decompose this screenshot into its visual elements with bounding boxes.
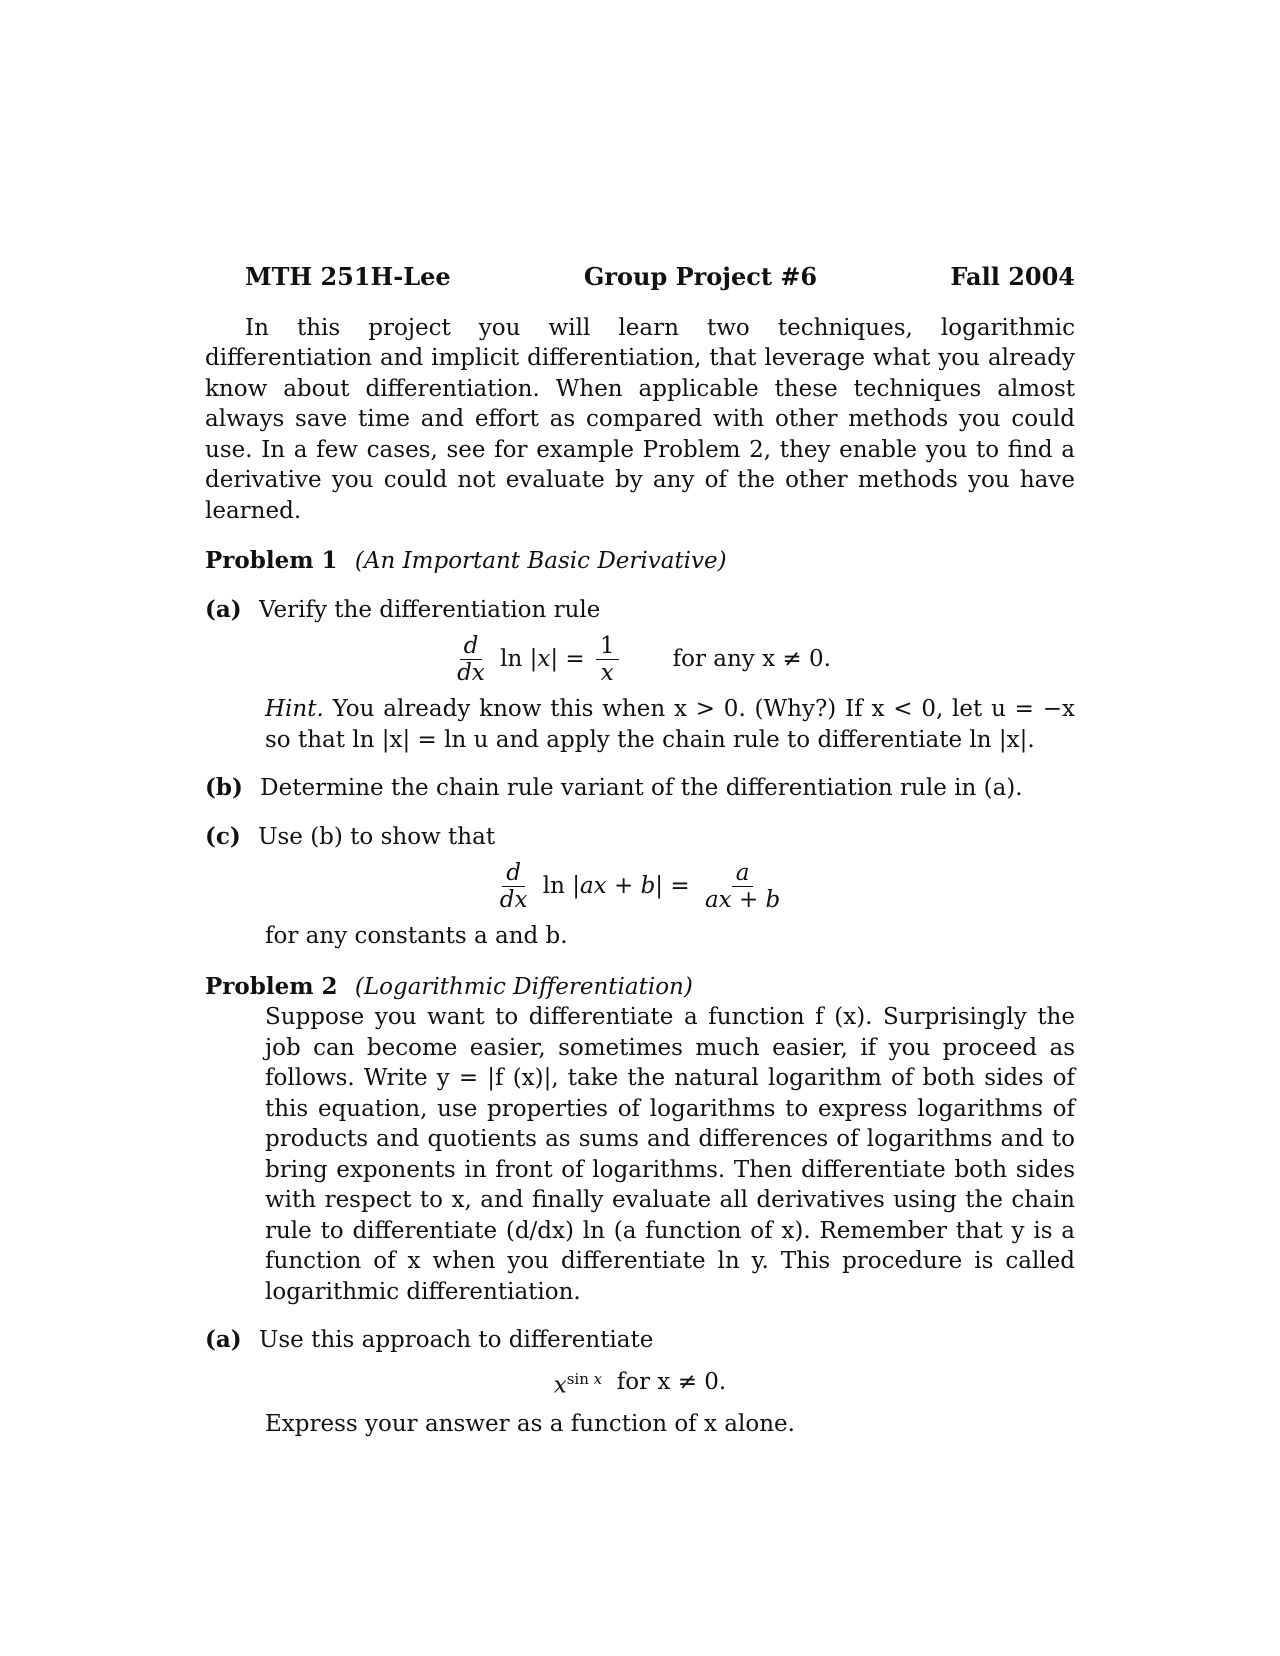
part-text: Use this approach to differentiate (258, 1327, 654, 1353)
part-text: Use (b) to show that (258, 823, 496, 850)
answer-instruction: Express your answer as a function of x alone. (265, 1410, 795, 1437)
intro-paragraph: In this project you will learn two techniques, logarithmic differentiation and implicit differentiation, that leverage what you already know about differentiation. When applicable these techniques almost always save time and effort as compared with other methods you could use. In a few cases, see for example Problem 2, they enable you to find a derivative you could not evaluate by any of the other methods you have learned. (205, 314, 1075, 524)
header (205, 262, 1075, 293)
problem-1a (205, 595, 1075, 626)
hint-label: Hint. (265, 696, 324, 722)
problem-2-label: Problem 2 (205, 972, 338, 1000)
hint-text: You already know this when x > 0. (Why?) If x < 0, let u = −x so that ln |x| = ln u and apply the chain rule to differentiate ln |x|. (265, 696, 1075, 753)
part-label: (a) (205, 595, 242, 623)
formula-condition: for any x ≠ 0. (672, 646, 831, 673)
formula-ln-ax-plus-b: $\frac{d}{dx}$ ln |ax + b| = $\frac{a}{ax + b}$ (499, 860, 781, 913)
problem-1-heading (205, 546, 1075, 577)
problem-1c (205, 822, 1075, 853)
course-code: MTH 251H-Lee (245, 262, 451, 291)
project-title: Group Project #6 (583, 262, 818, 291)
problem-2-body: Suppose you want to differentiate a function f (x). Surprisingly the job can become easier, sometimes much easier, if you proceed as follows. Write y = |f (x)|, take the natural logarithm of both sides of this equation, use properties of logarithms to express logarithms of products and quotients as sums and differences of logarithms and to bring exponents in front of logarithms. Then differentiate both sides with respect to x, and finally evaluate all derivatives using the chain rule to differentiate (d/dx) ln (a function of x). Remember that y is a function of x when you differentiate ln y. This procedure is called logarithmic differentiation. (265, 1004, 1075, 1305)
problem-1-subtitle: (An Important Basic Derivative) (354, 548, 727, 574)
problem-2-heading (205, 972, 1075, 1003)
problem-1-label: Problem 1 (205, 547, 338, 574)
constants-note: for any constants a and b. (265, 923, 568, 949)
term: Fall 2004 (950, 262, 1075, 291)
part-label: (c) (205, 822, 241, 850)
document-page (205, 262, 1075, 1439)
formula-x-pow-sinx: $x^{sin x}$ for x ≠ 0. (553, 1368, 727, 1399)
part-label: (b) (205, 774, 243, 801)
part-text: Verify the differentiation rule (258, 596, 601, 623)
formula-condition: for x ≠ 0. (616, 1368, 727, 1395)
part-text: Determine the chain rule variant of the differentiation rule in (a). (260, 775, 1023, 801)
problem-1b (205, 773, 1075, 804)
hint (265, 694, 1075, 755)
problem-2a (205, 1325, 1075, 1356)
formula-ln-abs-x: $\frac{d}{dx}$ ln |x| = $\frac{1}{x}$ for any x ≠ 0. (457, 633, 831, 686)
part-label: (a) (205, 1326, 242, 1353)
problem-2-subtitle: (Logarithmic Differentiation) (354, 973, 693, 1000)
